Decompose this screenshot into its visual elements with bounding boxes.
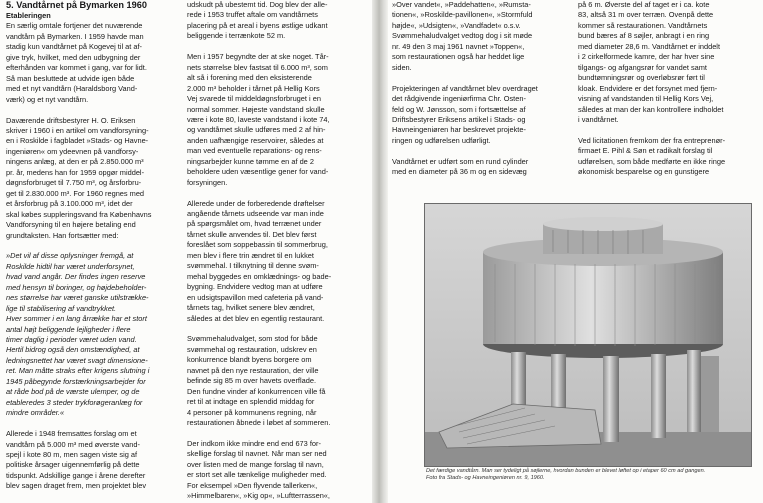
paragraph: Men i 1957 begyndte der at ske noget. Tår- nets størrelse blev fastsat til 6.000 m³, som alt så i forening med den eksisterende 2.000 m³ beholder i tårnet på Hellig Kors Vej svarede til middeldøgnsforbruget i en normal sommer. Højeste vandstand skulle være i kote 80, laveste vandstand i kote 74, og vandtårnet skulle udføres med 2 af hin- anden uafhængige reservoirer, således at man ved eventuelle reparations- og rens- ningsarbejder kunne tømme en af de 2 beholdere uden væsentlige gener for vand- forsyningen. [187, 52, 330, 187]
paragraph: Der indkom ikke mindre end end 673 for- skellige forslag til navnet. Når man ser ned over listen med de mange forslag til navn, er stort set alle tænkelige muligheder med. For eksempel »Den flyvende tallerken«, »Himmelbaren«, »Kig op«, »Luftterrassen«, [187, 438, 330, 501]
paragraph: på 6 m. Øverste del af taget er i ca. kote 83, altså 31 m over terræn. Ovenpå dette kommer så restaurationen. Vandtårnets bund bæres af 8 søjler, anbragt i en ring med diameter 28,6 m. Vandtårnet er inddelt i 2 cirkelformede kamre, der har hver sine tilgangs- og afgangsrør for vandet samt bundtømningsrør og overløbsrør ført til kloak. Endvidere er det forsynet med fjern- visning af vandstanden til Hellig Kors Vej, således at man der kan kontrollere indholdet i vandtårnet. [578, 0, 724, 124]
paragraph: Vandtårnet er udført som en rund cylinder med en diameter på 36 m og en sidevæg [392, 156, 529, 177]
paragraph: Svømmehaludvalget, som stod for både svømmehal og restauration, udskrev en konkurrence blandt byens borgere om navnet på den nye restauration, der ville befinde sig 85 m over havets overflade. Den fundne vinder af konkurrencen ville få ret til at indtage en splendid middag for 4 personer på kommunens regning, når restaurationen åbnede i løbet af sommeren. [187, 334, 331, 428]
water-tower-illustration [425, 204, 751, 466]
paragraph: »Over vandet«, »Paddehatten«, »Rumsta- tionen«, »Roskilde-pavillonen«, »Stormfuld højde«, »Udsigten«, »Vandfadet« o.s.v. Svømmehaludvalget vedtog dog i sit møde nr. 49 den 3 maj 1961 navnet »Toppen«, som restaurationen også har heddet lige siden. [392, 0, 533, 72]
photo-caption: Det færdige vandtårn. Man ser tydeligt på søjlerne, hvordan bunden er blevet løftet op i etaper 60 cm ad gangen. Foto fra Stads- og Havneingeniøren nr. 9, 1960. [426, 468, 706, 482]
left-column-1 [6, 0, 180, 503]
right-column-2 [578, 0, 758, 200]
paragraph: udskudt på ubestemt tid. Dog blev der alle- rede i 1953 truffet aftale om vandtårnets placering på et areal i byens østlige udkant beliggende i terrænkote 52 m. [187, 0, 328, 41]
left-column-2 [187, 0, 367, 503]
block-quote: »Det vil af disse oplysninger fremgå, at Roskilde hidtil har været underforsynet, hvad vand angår. Der findes ingen reserve med hensyn til boringer, og højdebeholder- nes størrelse har været ganske utilstrække- lige til stabilisering af vandtrykket. Hver sommer i en lang årrække har et stort antal højt beliggende lejligheder i flere timer daglig i perioder været uden vand. Hertil bidrog også den omstændighed, at ledningsnettet har været svagt dimensione- ret. Man måtte straks efter krigens slutning i 1945 påbegynde forstærkningsarbejder for at råde bod på de værste ulemper, og de etableredes 3 steder trykforøgeranlæg for mindre områder.« [6, 251, 150, 418]
article-title: 5. Vandtårnet på Bymarken 1960 [6, 0, 147, 10]
left-page [0, 0, 372, 503]
paragraph: En særlig omtale fortjener det nuværende vandtårn på Bymarken. I 1959 havde man stadig kun vandtårnet på Kogevej til at af- give tryk, hvilket, med den udbygning der efterhånden var kommet i gang, var for lidt. Så man besluttede at udvide igen både med et nyt vandtårn (Haraldsborg Vand- værk) og et nyt vandtårn. [6, 21, 147, 104]
paragraph: Allerede under de forberedende drøftelser angående tårnets udseende var man inde på spørgsmålet om, hvad terrænet under tårnet skulle anvendes til. Det blev først foreslået som soppebassin til sommerbrug, men blev i flere trin ændret til en lukket svømmehal. I tilknytning til denne svøm- mehal byggedes en omklædnings- og bade- bygning. Endvidere vedtog man at udføre en udsigtspavillon med cafeteria på vand- tårnets tag, hvilket senere blev ændret, således at det blev en egentlig restaurant. [187, 198, 332, 323]
paragraph: Allerede i 1948 fremsattes forslag om et vandtårn på 5.000 m³ med øverste vand- spejl i kote 80 m, men sagen viste sig af politiske årsager uigennemførlig på dette tidspunkt. Adskillige gange i årene derefter blev sagen draget frem, men projektet blev [6, 429, 147, 491]
paragraph: Projekteringen af vandtårnet blev overdraget det rådgivende ingeniørfirma Chr. Osten- feld og W. Jønsson, som i fortsættelse af Driftsbestyrer Eriksens artikel i Stads- og Havneingeniøren har beskrevet projekte- ringen og udførelsen udførligt. [392, 83, 538, 145]
right-column-1 [392, 0, 568, 200]
water-tower-photo [424, 203, 752, 467]
section-subheading: Etableringen [6, 11, 51, 20]
paragraph: Ved licitationen fremkom der fra entreprenør- firmaet E. Pihl & Søn et radikalt forslag til udførelsen, som både medførte en ikke ringe økonomisk besparelse og en gunstigere [578, 135, 726, 177]
book-gutter [372, 0, 388, 503]
paragraph: Daværende driftsbestyrer H. O. Eriksen skriver i 1960 i en artikel om vandforsyning- en i Roskilde i fagbladet »Stads- og Havne- ingeniøren« om ydeevnen på vandforsy- ningens anlæg, at den er på 2.850.000 m³ pr. år, medens han for 1959 opgør middel- døgnsforbruget til 7.750 m³, og årsforbru- get til 2.830.000 m³. For 1960 regnes med et årsforbrug på 3.100.000 m³, idet der skal købes suppleringsvand fra Københavns Vandforsyning til en højere betaling end grundtaksten. Han fortsætter med: [6, 115, 152, 240]
